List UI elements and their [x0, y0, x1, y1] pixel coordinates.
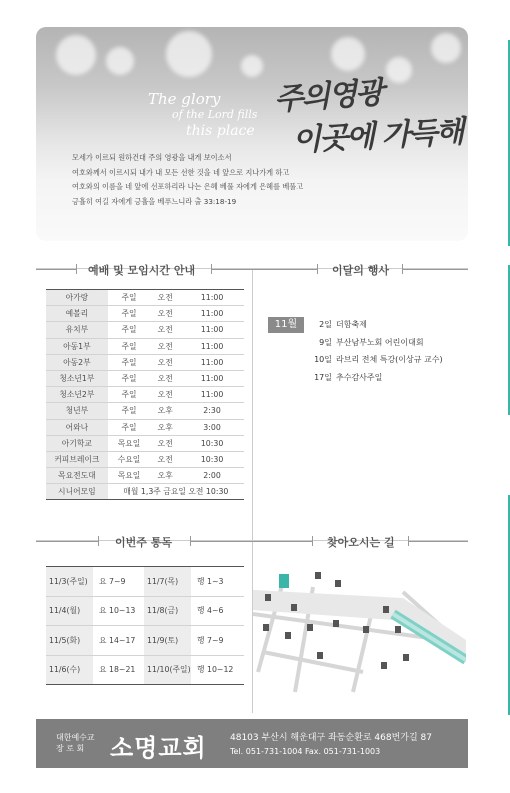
map-block — [253, 590, 466, 662]
schedule-day: 주일 — [108, 354, 151, 370]
bokeh-light — [431, 33, 461, 63]
map-building — [383, 606, 389, 613]
schedule-day: 목요일 — [108, 468, 151, 484]
denomination — [56, 733, 95, 754]
header-rule — [402, 269, 468, 270]
english-line: The glory — [148, 90, 221, 108]
bokeh-light — [241, 55, 263, 77]
schedule-name: 목요전도대 — [46, 468, 108, 484]
map-building — [335, 580, 341, 587]
schedule-row — [46, 290, 244, 306]
schedule-day: 주일 — [108, 387, 151, 403]
schedule-time: 2:30 — [180, 403, 244, 419]
bokeh-light — [106, 47, 134, 75]
schedule-name: 아동2부 — [46, 354, 108, 370]
header-tick — [312, 536, 313, 546]
event-item — [307, 316, 443, 334]
schedule-ap: 오전 — [150, 435, 180, 451]
schedule-time: 11:00 — [180, 290, 244, 306]
header-rule — [252, 269, 317, 270]
schedule-time: 11:00 — [180, 387, 244, 403]
bible-verse — [72, 151, 303, 209]
event-text: 부산남부노회 어린이대회 — [336, 337, 424, 347]
verse-line: 모세가 이르되 원하건대 주의 영광을 내게 보이소서 — [72, 153, 232, 162]
schedule-row — [46, 387, 244, 403]
reading-range: 행 1~3 — [191, 567, 244, 597]
schedule-ap: 오전 — [150, 290, 180, 306]
map-building — [403, 654, 409, 661]
event-day: 9일 — [319, 337, 332, 347]
schedule-time: 11:00 — [180, 370, 244, 386]
schedule-name: 청년부 — [46, 403, 108, 419]
map-building — [263, 624, 269, 631]
schedule-name: 아기학교 — [46, 435, 108, 451]
english-line: this place — [186, 123, 255, 139]
verse-line: 여호와께서 이르시되 내가 내 모든 선한 것을 네 앞으로 지나가게 하고 — [72, 167, 290, 177]
schedule-ap: 오전 — [150, 338, 180, 354]
directions-title: 찾아오시는 길 — [327, 536, 395, 549]
schedule-day: 주일 — [108, 419, 151, 435]
schedule-row — [46, 370, 244, 386]
schedule-ap: 오전 — [150, 451, 180, 467]
schedule-name: 어와나 — [46, 419, 108, 435]
schedule-ap: 오전 — [150, 306, 180, 322]
schedule-header — [36, 262, 252, 276]
map-building — [333, 620, 339, 627]
map-building — [285, 632, 291, 639]
map-building — [317, 652, 323, 659]
event-day: 2일 — [319, 320, 332, 329]
map-building — [265, 594, 271, 601]
schedule-day: 주일 — [108, 370, 151, 386]
schedule-name: 커피브레이크 — [46, 451, 108, 467]
banner-english-title — [148, 91, 257, 139]
schedule-row — [46, 403, 244, 419]
worship-schedule-table — [46, 289, 244, 500]
reading-date: 11/9(토) — [144, 626, 191, 656]
denomination-line: 장 로 회 — [56, 743, 85, 753]
calligraphy-line: 주의영광 — [273, 75, 384, 118]
schedule-ap: 오전 — [150, 370, 180, 386]
bokeh-light — [331, 37, 365, 71]
schedule-name: 아가랑 — [46, 290, 108, 306]
reading-date: 11/3(주일) — [46, 567, 93, 597]
event-item — [307, 369, 443, 387]
church-phone: Tel. 051-731-1004 Fax. 051-731-1003 — [230, 747, 381, 756]
schedule-name: 유치부 — [46, 322, 108, 338]
schedule-row — [46, 484, 244, 500]
schedule-name: 청소년1부 — [46, 370, 108, 386]
schedule-day: 수요일 — [108, 451, 151, 467]
bokeh-light — [56, 35, 96, 75]
schedule-day: 주일 — [108, 306, 151, 322]
church-address: 48103 부산시 해운대구 좌동순환로 468번가길 87 — [230, 733, 432, 743]
event-text: 더함축제 — [336, 320, 367, 329]
reading-range: 행 7~9 — [191, 626, 244, 656]
schedule-row — [46, 338, 244, 354]
schedule-row — [46, 306, 244, 322]
schedule-time: 11:00 — [180, 354, 244, 370]
church-marker — [279, 574, 289, 588]
event-text: 추수감사주일 — [336, 372, 383, 382]
schedule-row — [46, 322, 244, 338]
location-map — [253, 562, 466, 697]
header-rule — [36, 541, 98, 542]
church-name: 소명교회 — [110, 734, 207, 762]
event-item — [307, 351, 443, 369]
schedule-name: 시니어모임 — [46, 484, 108, 500]
reading-range: 요 14~17 — [93, 626, 144, 656]
header-tick — [98, 536, 99, 546]
map-building — [363, 626, 369, 633]
schedule-time: 10:30 — [180, 451, 244, 467]
events-title: 이달의 행사 — [332, 264, 389, 277]
schedule-ap: 오전 — [150, 387, 180, 403]
schedule-ap: 오전 — [150, 322, 180, 338]
schedule-detail: 매월 1,3주 금요일 오전 10:30 — [108, 484, 244, 500]
month-badge: 11월 — [268, 317, 304, 333]
schedule-row — [46, 451, 244, 467]
footer — [36, 719, 468, 768]
schedule-title: 예배 및 모임시간 안내 — [88, 264, 196, 277]
reading-title: 이번주 통독 — [115, 536, 172, 549]
reading-date: 11/6(수) — [46, 655, 93, 685]
banner — [36, 27, 468, 241]
denomination-line: 대한예수교 — [56, 733, 95, 742]
header-rule — [211, 269, 252, 270]
event-text: 라브리 전체 특강(이상규 교수) — [336, 355, 443, 364]
bokeh-light — [166, 31, 212, 77]
reading-range: 행 4~6 — [191, 596, 244, 626]
verse-line: 여호와의 이름을 네 앞에 선포하리라 나는 은혜 베풀 자에게 은혜를 베풀고 — [72, 182, 304, 191]
verse-line: 긍휼히 여길 자에게 긍휼을 베푸느니라 출 33:18-19 — [72, 196, 237, 206]
header-tick — [76, 264, 77, 274]
map-building — [307, 624, 313, 631]
english-line: of the Lord fills — [172, 108, 258, 121]
bible-reading-table — [46, 566, 244, 685]
schedule-row — [46, 419, 244, 435]
map-building — [395, 626, 401, 633]
schedule-day: 목요일 — [108, 435, 151, 451]
reading-range: 요 18~21 — [93, 655, 144, 685]
map-building — [291, 604, 297, 611]
schedule-time: 11:00 — [180, 338, 244, 354]
schedule-name: 아동1부 — [46, 338, 108, 354]
schedule-name: 예볼리 — [46, 306, 108, 322]
map-building — [315, 572, 321, 579]
schedule-name: 청소년2부 — [46, 387, 108, 403]
schedule-time: 11:00 — [180, 322, 244, 338]
events-header — [252, 262, 468, 276]
schedule-time: 11:00 — [180, 306, 244, 322]
reading-range: 요 7~9 — [93, 567, 144, 597]
schedule-day: 주일 — [108, 403, 151, 419]
map-road — [263, 652, 363, 672]
reading-row — [46, 567, 244, 597]
schedule-ap: 오후 — [150, 419, 180, 435]
reading-date: 11/10(주일) — [144, 655, 191, 685]
header-rule — [252, 541, 312, 542]
reading-row — [46, 626, 244, 656]
schedule-ap: 오후 — [150, 403, 180, 419]
schedule-ap: 오후 — [150, 468, 180, 484]
reading-range: 행 10~12 — [191, 655, 244, 685]
event-item — [307, 334, 443, 352]
map-building — [381, 662, 387, 669]
schedule-day: 주일 — [108, 338, 151, 354]
schedule-time: 2:00 — [180, 468, 244, 484]
events-list — [307, 316, 443, 386]
reading-date: 11/4(월) — [46, 596, 93, 626]
schedule-time: 10:30 — [180, 435, 244, 451]
schedule-day: 주일 — [108, 322, 151, 338]
reading-row — [46, 596, 244, 626]
reading-date: 11/8(금) — [144, 596, 191, 626]
reading-row — [46, 655, 244, 685]
reading-header — [36, 534, 252, 548]
schedule-row — [46, 435, 244, 451]
schedule-day: 주일 — [108, 290, 151, 306]
event-day: 10일 — [314, 355, 332, 364]
schedule-row — [46, 468, 244, 484]
schedule-row — [46, 354, 244, 370]
header-rule — [190, 541, 252, 542]
header-rule — [36, 269, 76, 270]
header-rule — [408, 541, 468, 542]
schedule-time: 3:00 — [180, 419, 244, 435]
reading-date: 11/5(화) — [46, 626, 93, 656]
reading-range: 요 10~13 — [93, 596, 144, 626]
map-road — [353, 607, 373, 692]
reading-date: 11/7(목) — [144, 567, 191, 597]
schedule-ap: 오전 — [150, 354, 180, 370]
directions-header — [252, 534, 468, 548]
header-tick — [317, 264, 318, 274]
event-day: 17일 — [314, 372, 332, 382]
calligraphy-line: 이곳에 가득해 — [291, 114, 464, 159]
